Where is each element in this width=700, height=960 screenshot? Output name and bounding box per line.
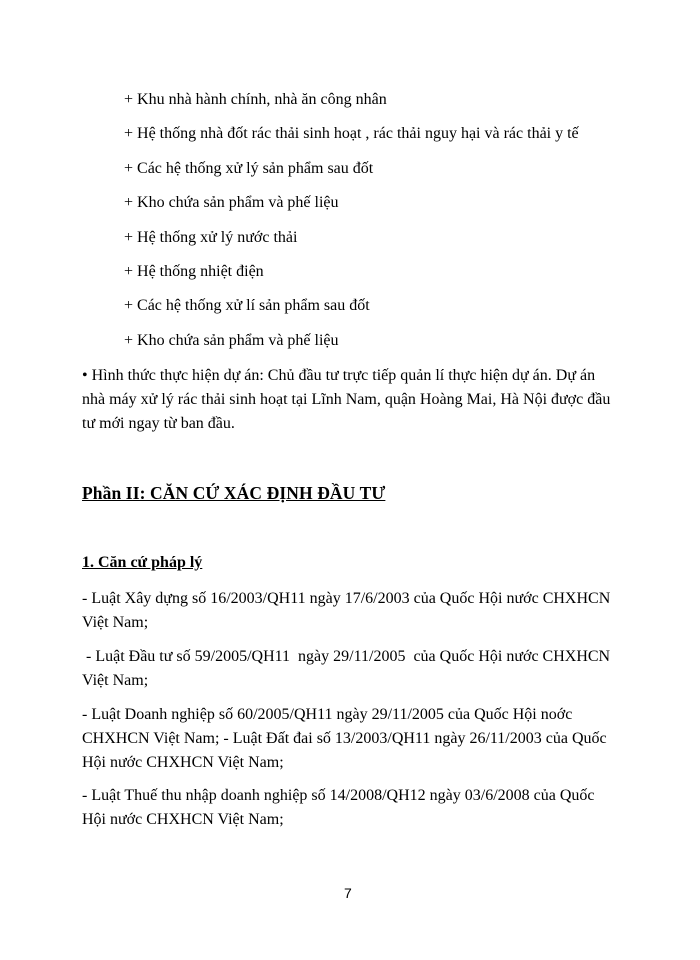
section-heading: Phần II: CĂN CỨ XÁC ĐỊNH ĐẦU TƯ (82, 483, 386, 503)
list-item: + Khu nhà hành chính, nhà ăn công nhân (124, 91, 387, 108)
list-item: + Kho chứa sản phẩm và phế liệu (124, 194, 339, 211)
paragraph-line: tư mới ngay từ ban đầu. (82, 415, 235, 432)
list-item: + Kho chứa sản phẩm và phế liệu (124, 332, 339, 349)
legal-basis-item (82, 587, 622, 635)
implementation-paragraph (82, 364, 622, 436)
paragraph-line: nhà máy xử lý rác thải sinh hoạt tại Lĩnh Nam, quận Hoàng Mai, Hà Nội được đầu (82, 391, 611, 408)
page-number: 7 (344, 885, 352, 901)
list-item: + Hệ thống nhiệt điện (124, 263, 264, 280)
legal-basis-item (82, 645, 622, 693)
subsection-heading: 1. Căn cứ pháp lý (82, 554, 203, 571)
paragraph-line: - Luật Đầu tư số 59/2005/QH11 ngày 29/11/2005 của Quốc Hội nước CHXHCN (82, 648, 611, 665)
paragraph-line: - Luật Doanh nghiệp số 60/2005/QH11 ngày 29/11/2005 của Quốc Hội noớc (82, 706, 573, 723)
legal-basis-item (82, 703, 622, 775)
paragraph-line: Hội nước CHXHCN Việt Nam; (82, 811, 284, 828)
paragraph-line: Việt Nam; (82, 672, 149, 689)
paragraph-line: - Luật Xây dựng số 16/2003/QH11 ngày 17/6/2003 của Quốc Hội nước CHXHCN (82, 590, 611, 607)
paragraph-line: CHXHCN Việt Nam; - Luật Đất đai số 13/2003/QH11 ngày 26/11/2003 của Quốc (82, 730, 607, 747)
paragraph-line: • Hình thức thực hiện dự án: Chủ đầu tư trực tiếp quản lí thực hiện dự án. Dự án (82, 367, 596, 384)
legal-basis-item (82, 784, 622, 832)
list-item: + Hệ thống xử lý nước thải (124, 229, 298, 246)
paragraph-line: - Luật Thuế thu nhập doanh nghiệp số 14/2008/QH12 ngày 03/6/2008 của Quốc (82, 787, 595, 804)
paragraph-line: Hội nước CHXHCN Việt Nam; (82, 754, 284, 771)
list-item: + Các hệ thống xử lý sản phẩm sau đốt (124, 160, 374, 177)
paragraph-line: Việt Nam; (82, 614, 149, 631)
list-item: + Các hệ thống xử lí sản phẩm sau đốt (124, 297, 370, 314)
list-item: + Hệ thống nhà đốt rác thải sinh hoạt , rác thải nguy hại và rác thải y tế (124, 125, 579, 142)
